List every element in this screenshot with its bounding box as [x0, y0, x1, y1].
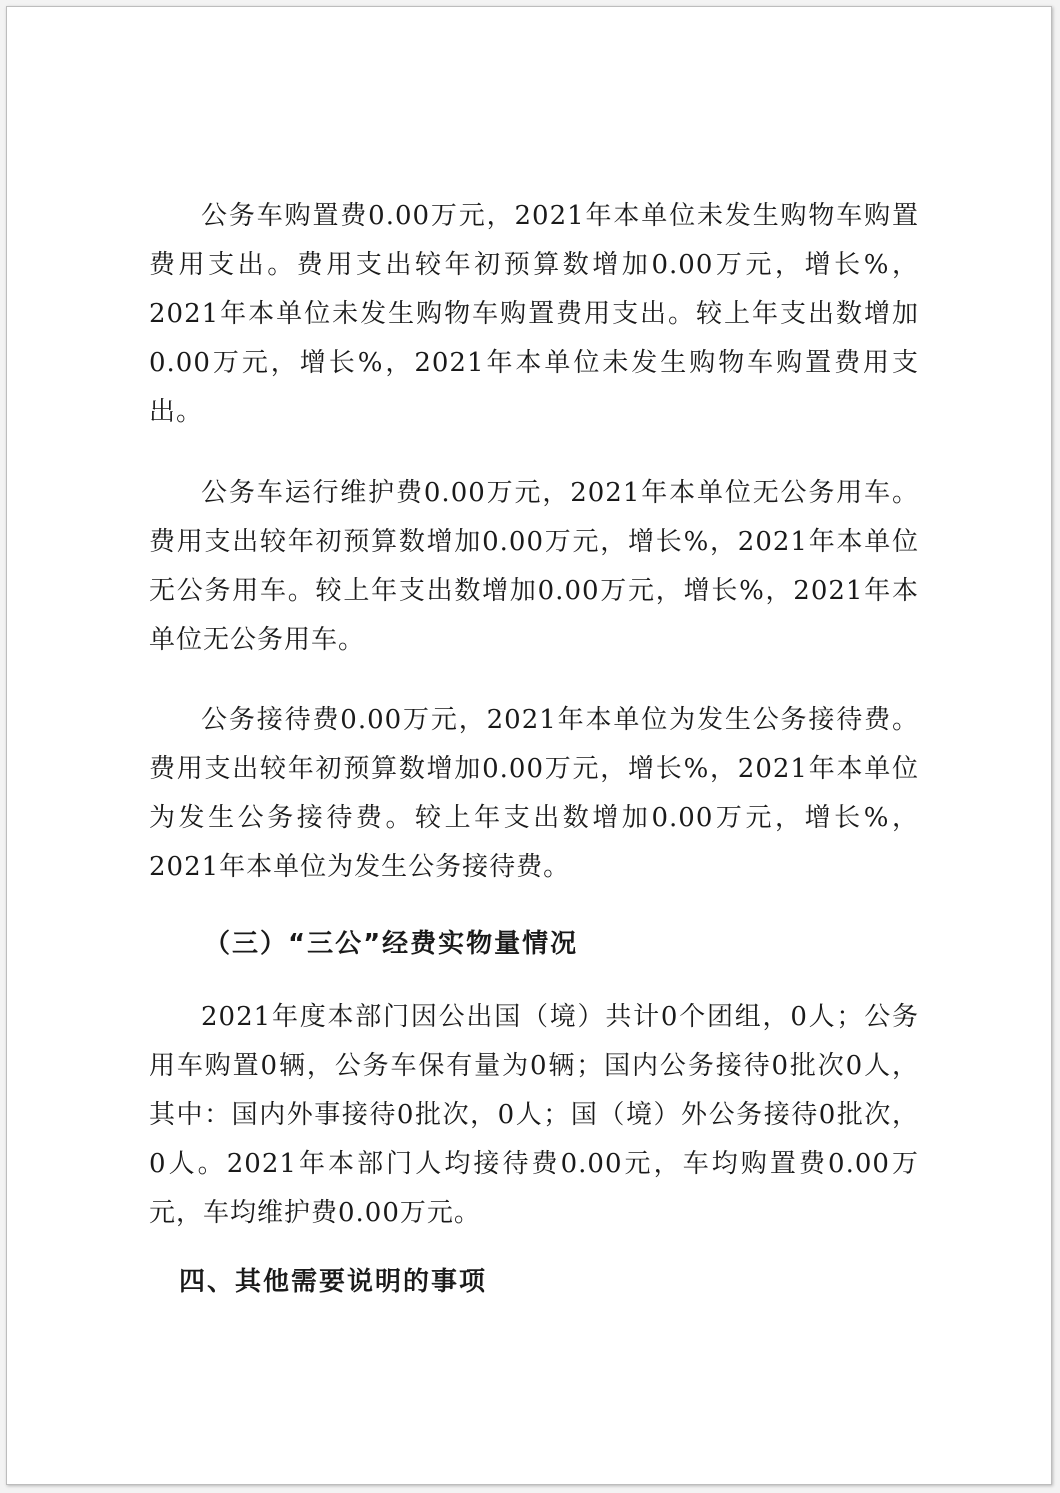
paragraph-vehicle-operation: 公务车运行维护费0.00万元，2021年本单位无公务用车。费用支出较年初预算数增加0.00万元，增长%，2021年本单位无公务用车。较上年支出数增加0.00万元，增长%，2021年本单位无公务用车。 — [149, 478, 919, 655]
document-page — [6, 6, 1052, 1485]
section-heading-other-matters: 四、其他需要说明的事项 — [179, 1267, 488, 1297]
paragraph-reception: 公务接待费0.00万元，2021年本单位为发生公务接待费。费用支出较年初预算数增加0.00万元，增长%，2021年本单位为发生公务接待费。较上年支出数增加0.00万元，增长%，2021年本单位为发生公务接待费。 — [149, 705, 919, 882]
paragraph-physical-quantity: 2021年度本部门因公出国（境）共计0个团组，0人；公务用车购置0辆，公务车保有量为0辆；国内公务接待0批次0人，其中：国内外事接待0批次，0人；国（境）外公务接待0批次，0人。2021年本部门人均接待费0.00元，车均购置费0.00万元，车均维护费0.00万元。 — [149, 1002, 919, 1228]
subheading-three-public-quantity: （三）“三公”经费实物量情况 — [204, 929, 579, 959]
paragraph-vehicle-purchase: 公务车购置费0.00万元，2021年本单位未发生购物车购置费用支出。费用支出较年初预算数增加0.00万元，增长%，2021年本单位未发生购物车购置费用支出。较上年支出数增加0.00万元，增长%，2021年本单位未发生购物车购置费用支出。 — [149, 201, 919, 427]
